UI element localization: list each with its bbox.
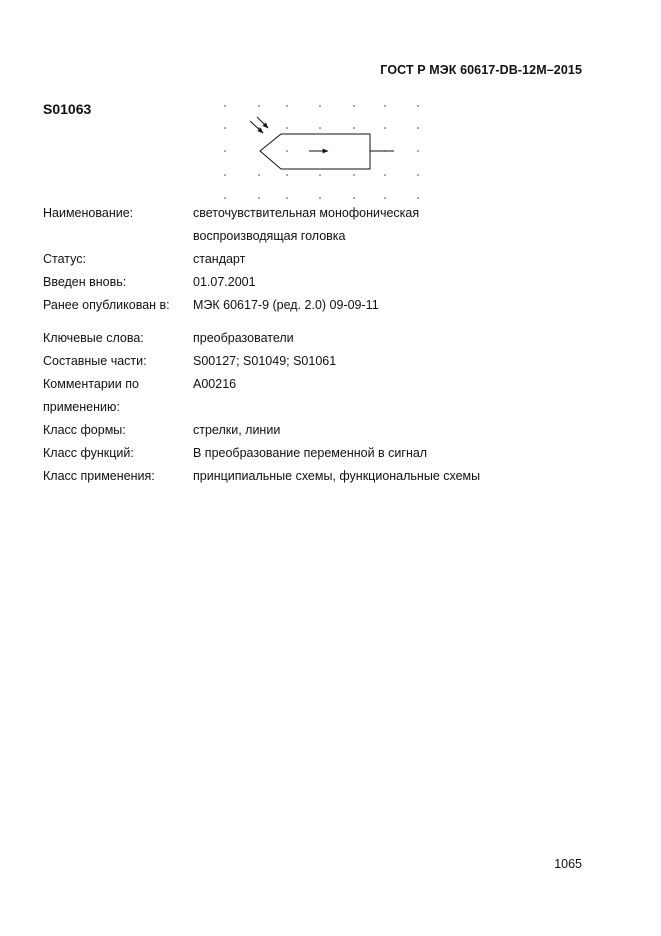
- prop-label: Ранее опубликован в:: [43, 298, 170, 312]
- prop-value: принципиальные схемы, функциональные схемы: [193, 469, 481, 483]
- prop-row-application-class: [43, 465, 603, 488]
- header-standard-code: ГОСТ Р МЭК 60617-DB-12M–2015: [380, 63, 582, 77]
- prop-label: Статус:: [43, 252, 86, 266]
- prop-label: Наименование:: [43, 206, 134, 220]
- prop-label-line: Комментарии по: [43, 377, 139, 391]
- prop-row-introduced: [43, 271, 603, 294]
- prop-label: Класс применения:: [43, 469, 155, 483]
- prop-label-line: применению:: [43, 400, 120, 414]
- prop-value-line: воспроизводящая головка: [193, 229, 346, 243]
- prop-label: [43, 373, 193, 419]
- grid-dots: [224, 105, 419, 199]
- page-number: 1065: [554, 857, 582, 871]
- prop-row-components: [43, 350, 603, 373]
- prop-label: Класс функций:: [43, 446, 134, 460]
- photosensitive-head-symbol-icon: [222, 100, 422, 202]
- prop-value: МЭК 60617-9 (ред. 2.0) 09-09-11: [193, 298, 379, 312]
- prop-row-previously-published: [43, 294, 603, 317]
- prop-label: Составные части:: [43, 354, 147, 368]
- prop-row-application-notes: [43, 373, 603, 419]
- prop-label: Введен вновь:: [43, 275, 127, 289]
- prop-row-name: [43, 202, 603, 248]
- prop-value: стандарт: [193, 252, 246, 266]
- properties-table: [43, 202, 603, 488]
- prop-value: преобразователи: [193, 331, 294, 345]
- prop-value: стрелки, линии: [193, 423, 281, 437]
- prop-value: S00127; S01049; S01061: [193, 354, 337, 368]
- prop-value: [193, 202, 603, 248]
- light-arrow-2: [257, 117, 268, 128]
- prop-value-line: светочувствительная монофоническая: [193, 206, 420, 220]
- prop-value: В преобразование переменной в сигнал: [193, 446, 428, 460]
- prop-row-shape-class: [43, 419, 603, 442]
- symbol-id: S01063: [43, 101, 92, 117]
- prop-label: Ключевые слова:: [43, 331, 144, 345]
- prop-row-function-class: [43, 442, 603, 465]
- prop-value: A00216: [193, 377, 237, 391]
- prop-label: Класс формы:: [43, 423, 126, 437]
- prop-row-keywords: [43, 327, 603, 350]
- light-arrow-1: [250, 121, 263, 133]
- prop-value: 01.07.2001: [193, 275, 256, 289]
- prop-row-status: [43, 248, 603, 271]
